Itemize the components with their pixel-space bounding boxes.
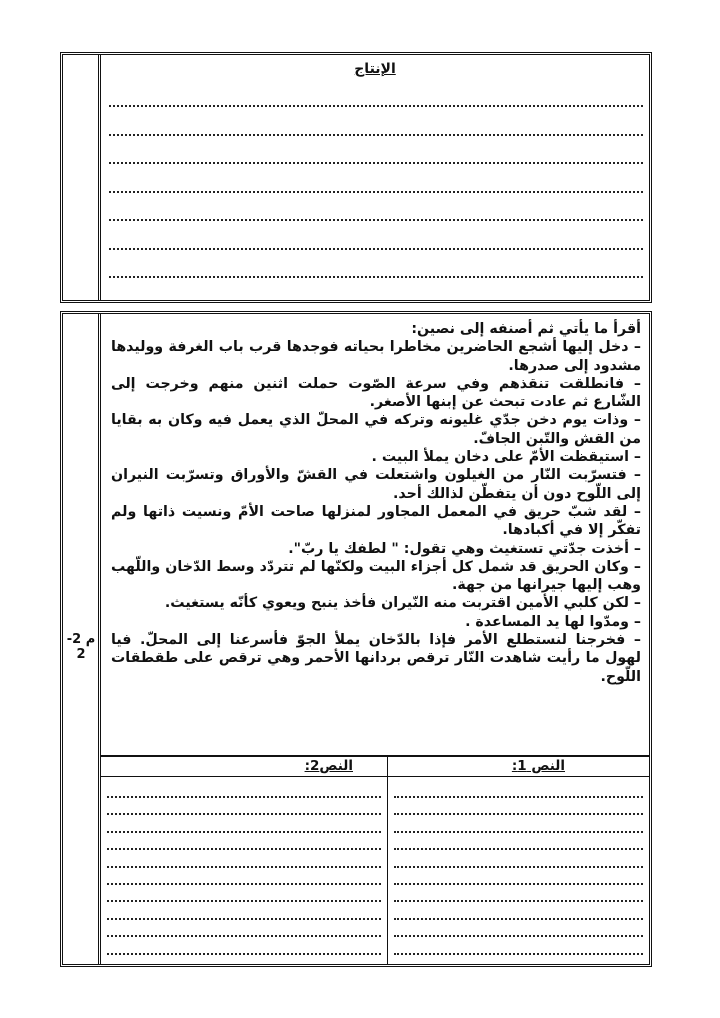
sentence-item: – فتسرّبت النّار من الغيلون واشتعلت في القشّ والأوراق وتسرّبت النيران إلى اللّوح دون أن يتفطّن لذالك أحد. <box>111 467 641 502</box>
answer-line[interactable] <box>107 831 381 833</box>
exercise-text <box>111 320 641 686</box>
answer-line[interactable] <box>107 848 381 850</box>
production-side-column <box>63 55 101 300</box>
sentence-item: – لقد شبّ حريق في المعمل المجاور لمنزلها صاحت الأمّ ونسيت ذاتها ولم تفكّر إلا في أكبادها. <box>111 503 641 539</box>
answer-line[interactable] <box>394 831 643 833</box>
sentence-item: – أخذت جدّتي تستغيث وهي تقول: " لطفك يا ربّ". <box>288 540 641 557</box>
exercise-instruction: أقرأ ما يأتي ثم أصنفه إلى نصين: <box>411 321 641 337</box>
answer-line[interactable] <box>394 866 643 868</box>
answer-line[interactable] <box>394 848 643 850</box>
answer-line[interactable] <box>107 918 381 920</box>
answer-line[interactable] <box>394 953 643 955</box>
answer-line[interactable] <box>107 900 381 902</box>
writing-line[interactable] <box>109 105 643 107</box>
exercise-content <box>101 314 649 964</box>
answer-line[interactable] <box>107 953 381 955</box>
answer-line[interactable] <box>394 883 643 885</box>
answer-line[interactable] <box>394 918 643 920</box>
production-content <box>101 55 649 300</box>
answer-line[interactable] <box>107 813 381 815</box>
answer-table-top-border <box>101 755 649 757</box>
writing-line[interactable] <box>109 162 643 164</box>
sentence-item: – فانطلقت تنقذهم وفي سرعة الصّوت حملت اثنين منهم وخرجت إلى الشّارع ثم عادت تبحث عن إبنها الأصغر. <box>111 375 641 411</box>
writing-line[interactable] <box>109 219 643 221</box>
sentence-item: – لكن كلبي الأمين اقتربت منه النّيران فأخذ ينبح ويعوي كأنّه يستغيث. <box>164 595 641 612</box>
exercise-box <box>60 311 652 967</box>
writing-line[interactable] <box>109 191 643 193</box>
answer-line[interactable] <box>394 813 643 815</box>
production-title: الإنتاج <box>354 61 396 77</box>
sentence-item: – وكان الحريق قد شمل كل أجزاء البيت ولكنّها لم تتردّد وسط الدّخان واللّهب وهب إليها جيرانها من جهة. <box>111 558 641 594</box>
production-box <box>60 52 652 303</box>
answer-line[interactable] <box>394 796 643 798</box>
writing-line[interactable] <box>109 134 643 136</box>
sentence-item: – استيقظت الأمّ على دخان يملأ البيت . <box>371 449 641 466</box>
answer-line[interactable] <box>107 935 381 937</box>
text1-column-header: النص 1: <box>511 758 565 774</box>
answer-line[interactable] <box>394 935 643 937</box>
sentence-item: – دخل إليها أشجع الحاضرين مخاطرا بحياته فوجدها قرب باب الغرفة ووليدها مشدود إلى صدرها. <box>111 339 641 374</box>
answer-line[interactable] <box>107 866 381 868</box>
writing-line[interactable] <box>109 248 643 250</box>
answer-line[interactable] <box>107 796 381 798</box>
sentence-item: – وذات يوم دخن جدّي غليونه وتركه في المحلّ الذي يعمل فيه وكان به بقايا من القش والتّبن الجافّ. <box>111 412 641 447</box>
text2-column-header: النص2: <box>304 758 353 774</box>
exercise-side-column <box>63 314 101 964</box>
text2-answer-lines[interactable] <box>101 776 387 964</box>
text1-answer-lines[interactable] <box>388 776 649 964</box>
writing-line[interactable] <box>109 276 643 278</box>
sentence-item: – ومدّوا لها يد المساعدة . <box>465 613 641 630</box>
answer-line[interactable] <box>107 883 381 885</box>
sentence-item: – فخرجنا لنستطلع الأمر فإذا بالدّخان يملأ الجوّ فأسرعنا إلى المحلّ. فيا لهول ما رأيت شاهدت النّار ترقص بردانها الأحمر وهي ترقص على طقطقات اللّوح. <box>111 632 641 685</box>
answer-line[interactable] <box>394 900 643 902</box>
exercise-code-label: م 2-2 <box>66 632 96 662</box>
